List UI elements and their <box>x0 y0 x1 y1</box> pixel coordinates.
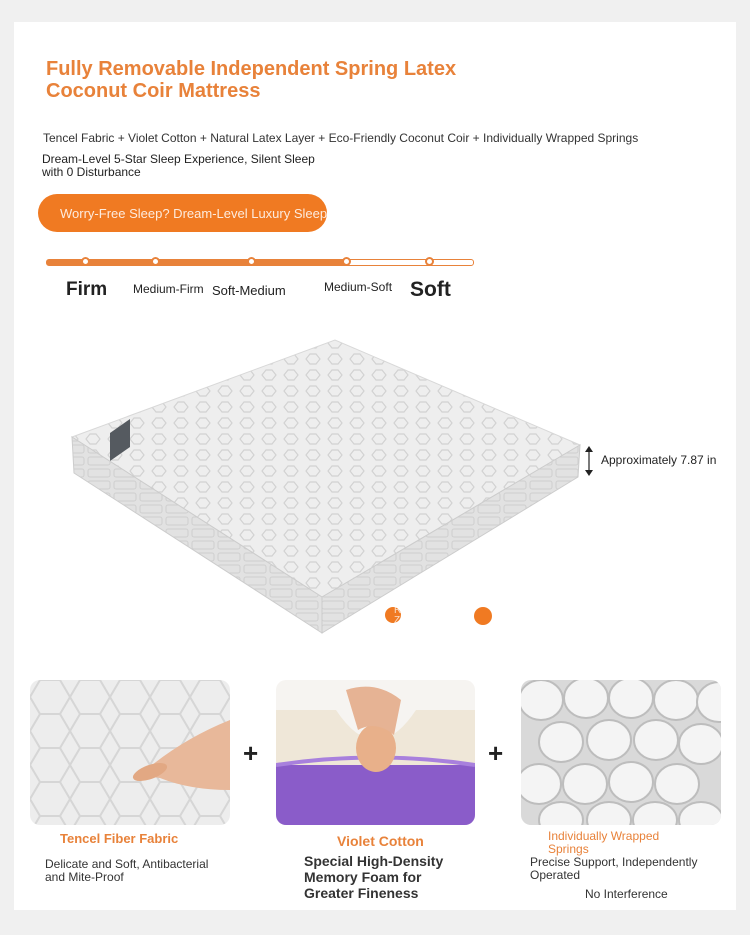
firmness-label-soft: Soft <box>410 278 451 301</box>
firmness-track <box>46 259 474 266</box>
feature-extra-springs: No Interference <box>585 887 668 901</box>
wrapped-springs-photo <box>521 680 721 825</box>
firmness-knob-firm <box>81 257 90 266</box>
promo-pill-text: Worry-Free Sleep? Dream-Level Luxury Sleep Model <box>60 206 367 221</box>
firmness-knob-medium-soft <box>342 257 351 266</box>
feature-title-springs: Individually Wrapped Springs <box>548 829 660 856</box>
firmness-label-medium-firm: Medium-Firm <box>133 282 204 296</box>
tencel-fabric-photo <box>30 680 230 825</box>
feature-desc-springs: Precise Support, Independently Operated <box>530 855 698 882</box>
experience-line: Dream-Level 5-Star Sleep Experience, Silent Sleep with 0 Disturbance <box>42 152 315 179</box>
firmness-label-soft-medium: Soft-Medium <box>212 283 286 298</box>
feature-desc-violet: Special High-Density Memory Foam for Greater Fineness <box>304 853 444 901</box>
mattress-image <box>60 335 590 635</box>
firmness-knob-medium-firm <box>151 257 160 266</box>
firmness-knob-soft <box>425 257 434 266</box>
height-arrow-icon <box>584 446 594 476</box>
materials-line: Tencel Fabric + Violet Cotton + Natural Latex Layer + Eco-Friendly Coconut Coir + Individually Wrapped Springs <box>43 131 639 145</box>
feature-desc-tencel: Delicate and Soft, Antibacterial and Mite-Proof <box>45 857 209 884</box>
plus-symbol: + <box>243 738 259 768</box>
product-title: Fully Removable Independent Spring Latex Coconut Coir Mattress <box>46 58 457 102</box>
violet-cotton-photo <box>276 680 475 825</box>
firmness-label-firm: Firm <box>66 279 108 300</box>
firmness-knob-soft-medium <box>247 257 256 266</box>
zipper-label: Removable with Zipper <box>394 605 466 626</box>
feature-title-tencel: Tencel Fiber Fabric <box>60 831 179 846</box>
plus-symbol: + <box>488 738 504 768</box>
firmness-track-fill <box>47 260 345 265</box>
firmness-label-medium-soft: Medium-Soft <box>324 280 393 294</box>
height-label: Approximately 7.87 in <box>601 453 717 467</box>
feature-title-violet: Violet Cotton <box>337 833 424 849</box>
